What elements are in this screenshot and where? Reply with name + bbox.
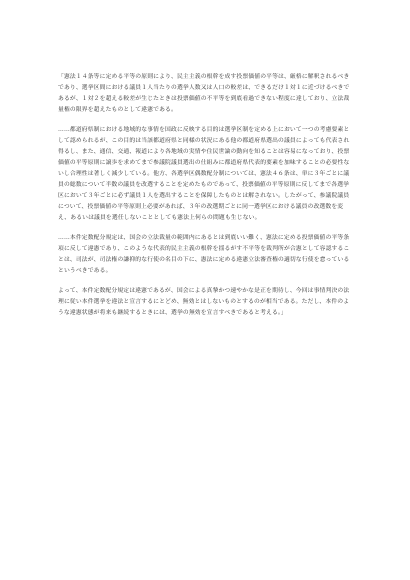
paragraph-4: よって、本件定数配分規定は違憲であるが、国会による真摯かつ速やかな是正を期待し、今回は事情判決の法理に従い本件選挙を違法と宣言するにとどめ、無効とはしないものとするのが相当である。ただし、本件のような違憲状態が将来も継続するときには、選挙の無効を宣言すべきであると考える。」 (58, 288, 350, 316)
document-body (58, 72, 354, 328)
paragraph-3: ……本件定数配分規定は、国会の立法裁量の範囲内にあるとは到底いい難く、憲法に定める投票価値の平等条項に反して違憲であり、このような代表的民主主義の根幹を揺るがす不平等を裁判所が合憲として容認することは、司法が、司法権の謙抑的な行使の名目の下に、憲法に定める違憲立法審査権の適切な行使を怠っているというべきである。 (58, 235, 350, 274)
paragraph-1: 「憲法１４条等に定める平等の原則により、民主主義の根幹を成す投票価値の平等は、厳格に解釈されるべきであり、選挙区間における議員１人当たりの選挙人数又は人口の較差は、できるだけ１対１に近づけるべきであるが、１対２を超える較差が生じたときは投票価値の不平等を到底看過できない程度に達しており、立法裁量権の限界を超えたものとして違憲である。 (58, 74, 350, 113)
paragraph-2: ……都道府県制における地域的な事情を国政に反映する目的は選挙区制を定める上において一つの考慮要素として認められるが、この目的は当該都道府県と同様の状況にある他の都道府県選出の議員によっても代表され得るし、また、通信、交通、報道により各地域の実情や住民世論の動向を知ることは容易になっており、投票価値の平等原則に譲歩を求めてまで参議院議員選出の仕組みに都道府県代表的要素を加味することの必要性ないし合理性は著しく減少している。他方、各選挙区偶数配分制については、憲法４６条は、単に３年ごとに議員の総数について半数の議員を改選することを定めたものであって、投票価値の平等原則に反してまで各選挙区において３年ごとに必ず議員１人を選出することを保障したものとは解されない。したがって、参議院議員について、投票価値の平等原則上必要があれば、３年の改選期ごとに同一選挙区における議員の改選数を変え、あるいは議員を選任しないこととしても憲法上何らの問題も生じない。 (58, 127, 350, 221)
